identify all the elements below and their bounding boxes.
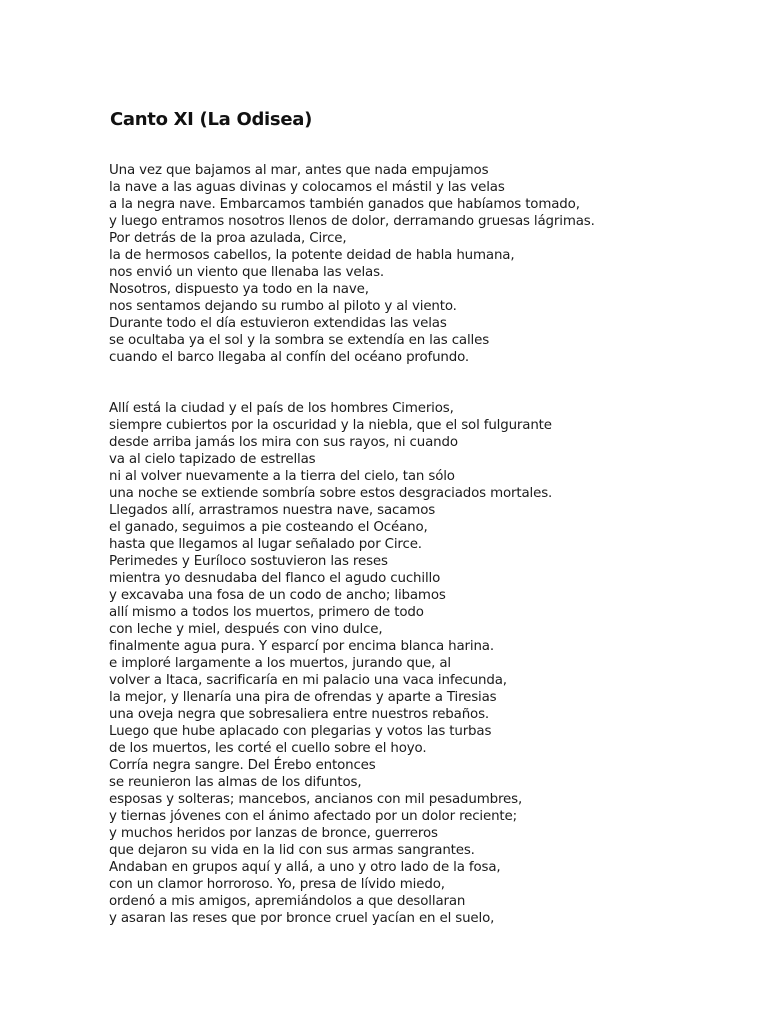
- verse-line: y asaran las reses que por bronce cruel yacían en el suelo,: [109, 911, 495, 926]
- page-title: Canto XI (La Odisea): [110, 109, 313, 130]
- verse-line: y luego entramos nosotros llenos de dolor, derramando gruesas lágrimas.: [109, 214, 595, 229]
- verse-line: y muchos heridos por lanzas de bronce, guerreros: [109, 826, 438, 841]
- verse-line: esposas y solteras; mancebos, ancianos con mil pesadumbres,: [109, 792, 523, 807]
- verse-line: mientra yo desnudaba del flanco el agudo cuchillo: [109, 571, 441, 586]
- verse-line: a la negra nave. Embarcamos también ganados que habíamos tomado,: [109, 197, 580, 212]
- verse-line: finalmente agua pura. Y esparcí por encima blanca harina.: [109, 639, 494, 654]
- verse-line: nos envió un viento que llenaba las velas.: [109, 265, 385, 280]
- verse-line: la nave a las aguas divinas y colocamos el mástil y las velas: [109, 180, 505, 195]
- verse-line: e imploré largamente a los muertos, jurando que, al: [109, 656, 451, 671]
- verse-line: Nosotros, dispuesto ya todo en la nave,: [109, 282, 369, 297]
- verse-line: una oveja negra que sobresaliera entre nuestros rebaños.: [109, 707, 490, 722]
- verse-line: va al cielo tapizado de estrellas: [109, 452, 316, 467]
- verse-line: Llegados allí, arrastramos nuestra nave, sacamos: [109, 503, 436, 518]
- verse-line: volver a Itaca, sacrificaría en mi palacio una vaca infecunda,: [109, 673, 507, 688]
- verse-line: Allí está la ciudad y el país de los hombres Cimerios,: [109, 401, 454, 416]
- verse-line: de los muertos, les corté el cuello sobre el hoyo.: [109, 741, 427, 756]
- verse-line: y excavaba una fosa de un codo de ancho; libamos: [109, 588, 446, 603]
- verse-line: Luego que hube aplacado con plegarias y votos las turbas: [109, 724, 492, 739]
- verse-line: siempre cubiertos por la oscuridad y la niebla, que el sol fulgurante: [109, 418, 552, 433]
- stanza-1: [109, 162, 595, 366]
- verse-line: Andaban en grupos aquí y allá, a uno y otro lado de la fosa,: [109, 860, 501, 875]
- verse-line: Una vez que bajamos al mar, antes que nada empujamos: [109, 163, 489, 178]
- verse-line: Durante todo el día estuvieron extendidas las velas: [109, 316, 447, 331]
- stanza-2: [109, 400, 552, 927]
- verse-line: cuando el barco llegaba al confín del océano profundo.: [109, 350, 470, 365]
- verse-line: una noche se extiende sombría sobre estos desgraciados mortales.: [109, 486, 553, 501]
- verse-line: desde arriba jamás los mira con sus rayos, ni cuando: [109, 435, 458, 450]
- verse-line: y tiernas jóvenes con el ánimo afectado por un dolor reciente;: [109, 809, 517, 824]
- verse-line: ni al volver nuevamente a la tierra del cielo, tan sólo: [109, 469, 455, 484]
- verse-line: Por detrás de la proa azulada, Circe,: [109, 231, 347, 246]
- verse-line: nos sentamos dejando su rumbo al piloto y al viento.: [109, 299, 457, 314]
- verse-line: ordenó a mis amigos, apremiándolos a que desollaran: [109, 894, 466, 909]
- verse-line: que dejaron su vida en la lid con sus armas sangrantes.: [109, 843, 475, 858]
- verse-line: allí mismo a todos los muertos, primero de todo: [109, 605, 424, 620]
- verse-line: con leche y miel, después con vino dulce,: [109, 622, 383, 637]
- verse-line: se reunieron las almas de los difuntos,: [109, 775, 362, 790]
- verse-line: Perimedes y Euríloco sostuvieron las reses: [109, 554, 388, 569]
- verse-line: se ocultaba ya el sol y la sombra se extendía en las calles: [109, 333, 490, 348]
- verse-line: el ganado, seguimos a pie costeando el Océano,: [109, 520, 428, 535]
- verse-line: hasta que llegamos al lugar señalado por Circe.: [109, 537, 422, 552]
- verse-line: Corría negra sangre. Del Érebo entonces: [109, 758, 376, 773]
- verse-line: con un clamor horroroso. Yo, presa de lívido miedo,: [109, 877, 445, 892]
- verse-line: la mejor, y llenaría una pira de ofrendas y aparte a Tiresias: [109, 690, 497, 705]
- verse-line: la de hermosos cabellos, la potente deidad de habla humana,: [109, 248, 515, 263]
